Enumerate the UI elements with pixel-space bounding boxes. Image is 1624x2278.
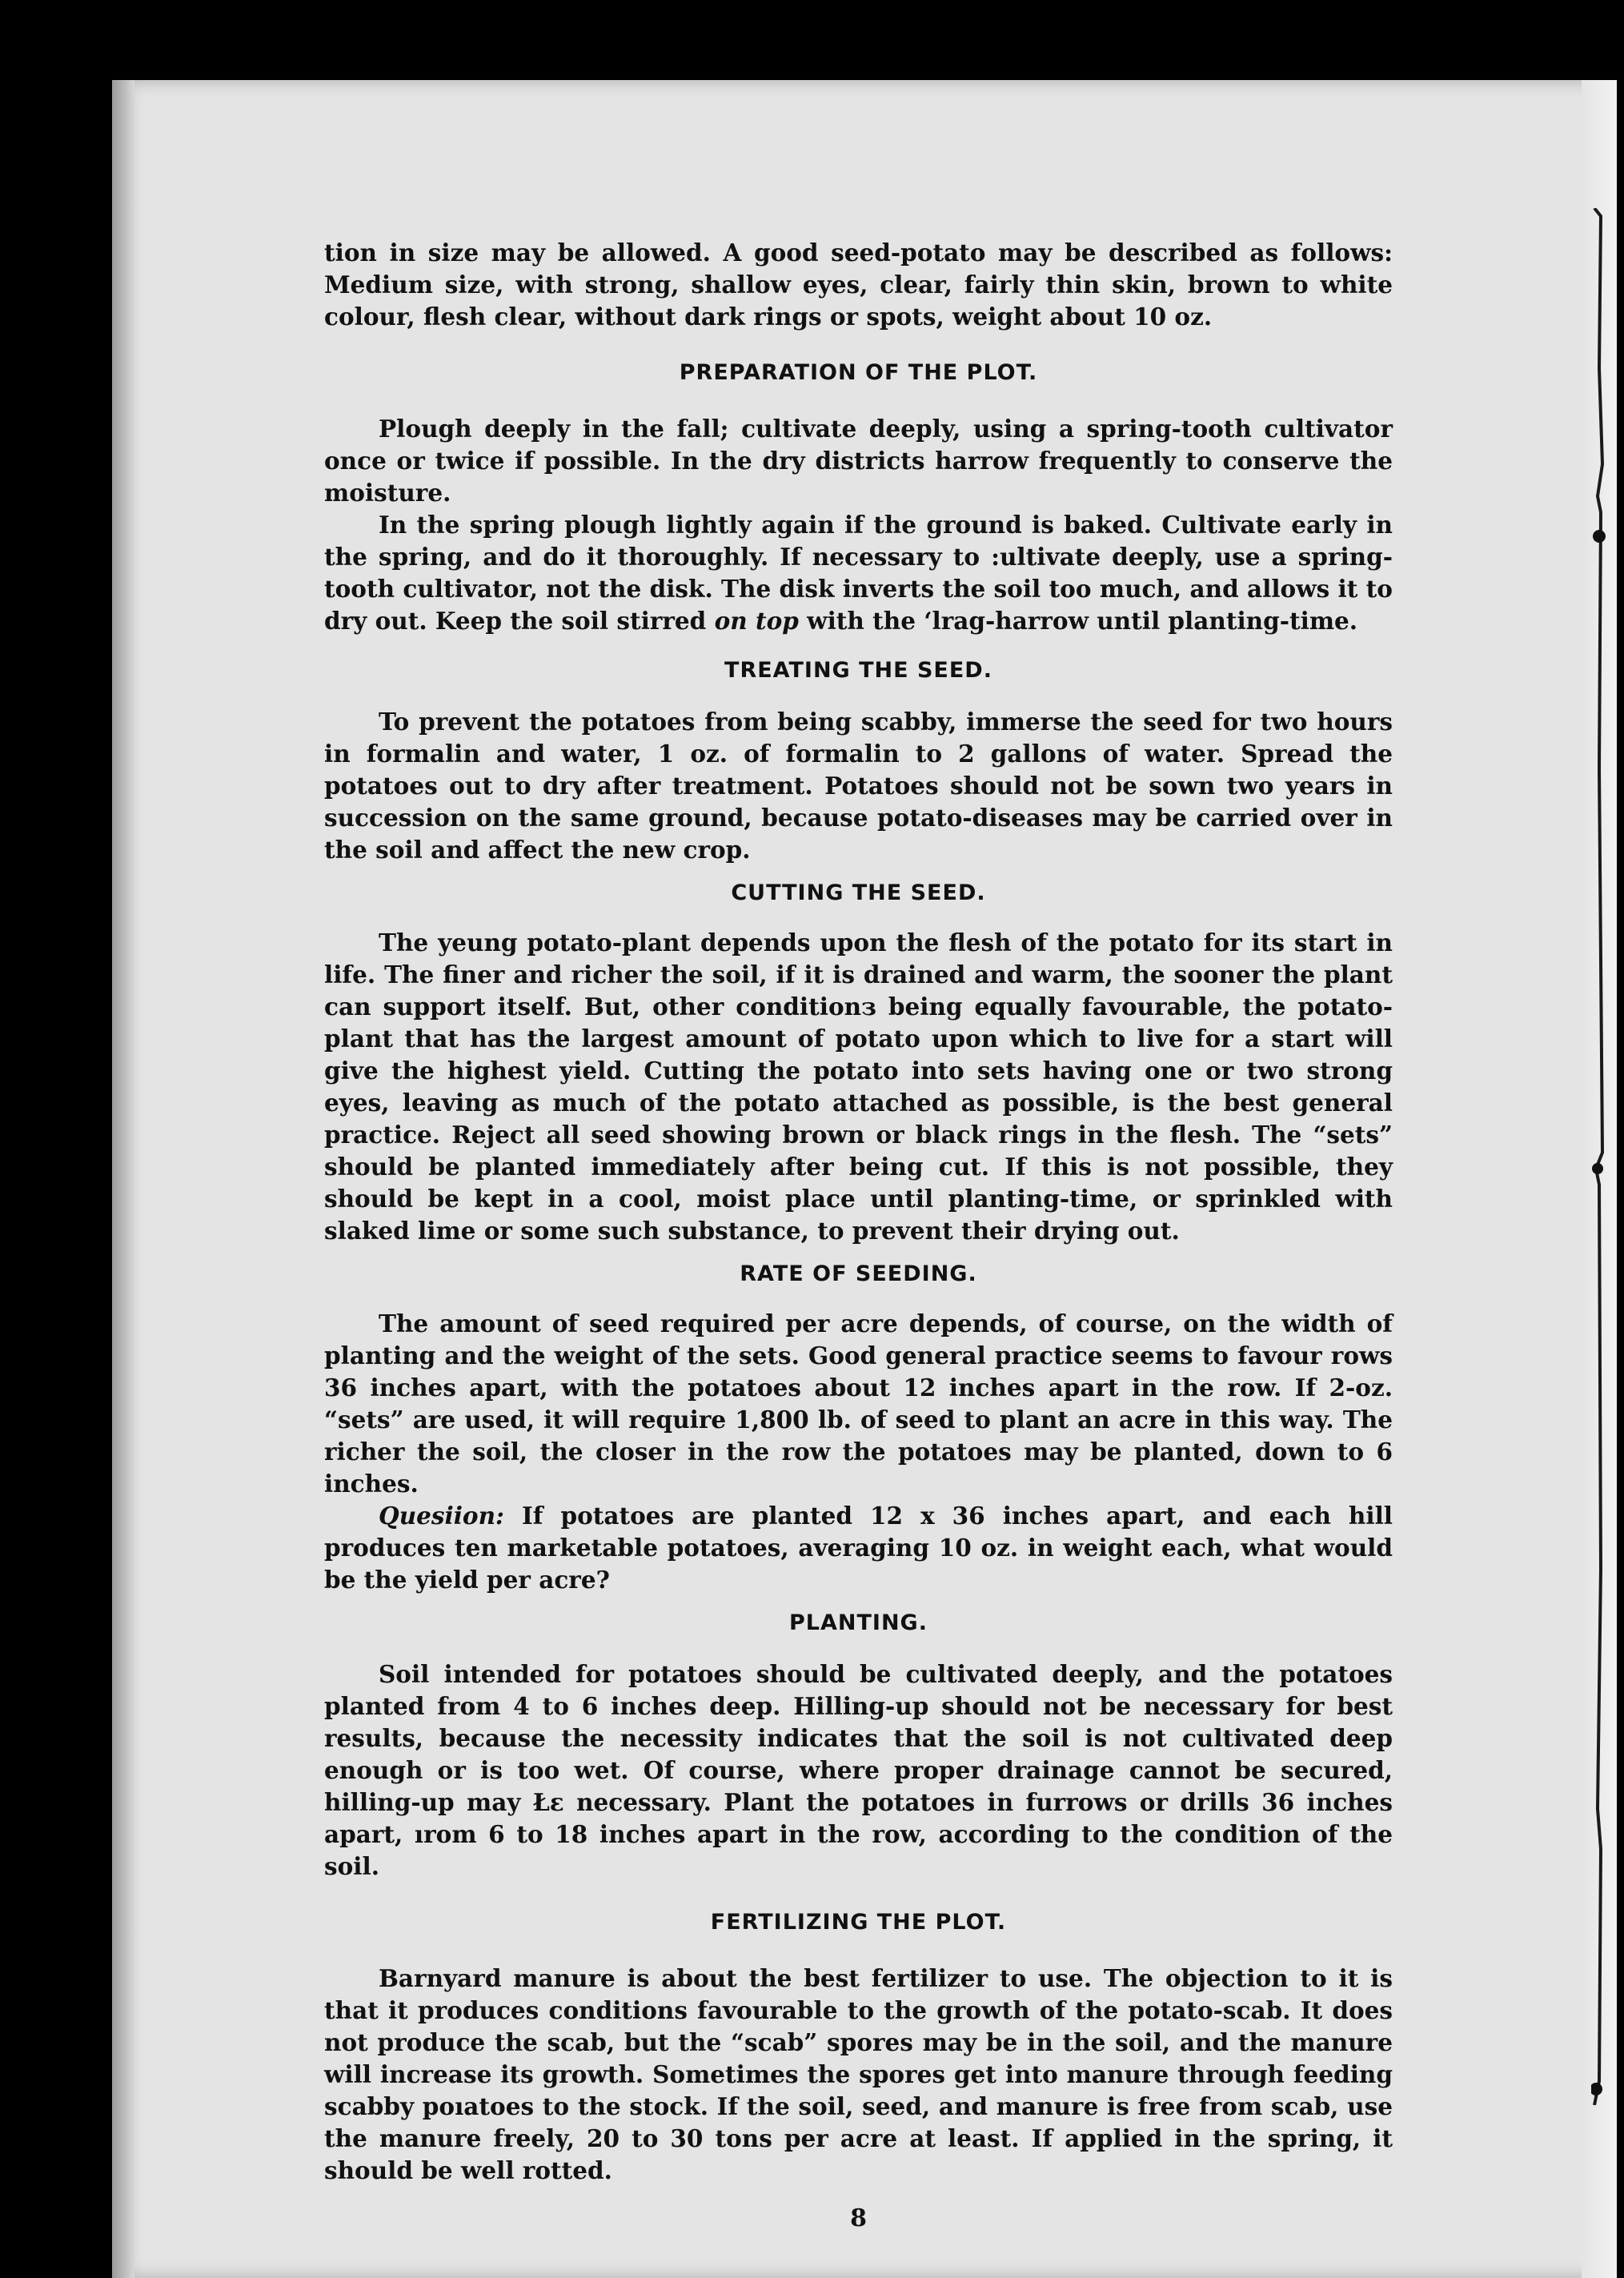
preparation-italic-phrase: on top — [714, 607, 799, 635]
preparation-paragraph-2-end: with the ‘lrag-harrow until planting-time. — [798, 607, 1358, 635]
page-text — [324, 237, 1393, 2235]
heading-rate: RATE OF SEEDING. — [740, 1261, 977, 1286]
page-left-edge-shadow — [112, 80, 134, 2278]
binding-string-svg — [1591, 208, 1607, 2105]
preparation-paragraph-1: Plough deeply in the fall; cultivate deeply, using a spring-tooth cultivator once or twice if possible. In the dry districts harrow frequently to conserve the moisture. — [324, 415, 1393, 507]
intro-paragraph: tion in size may be allowed. A good seed-potato may be described as follows: Medium size, with strong, shallow eyes, clear, fairly thin skin, brown to white colour, flesh clear, without dark rings or spots, weight about 10 oz. — [324, 239, 1393, 331]
planting-paragraph: Soil intended for potatoes should be cultivated deeply, and the potatoes planted from 4 to 6 inches deep. Hilling-up should not be necessary for best results, because the necessity indicates that the soil is not cultivated deep enough or is too wet. Of course, where proper drainage cannot be secured, hilling-up may Łɛ necessary. Plant the potatoes in furrows or drills 36 inches apart, ırom 6 to 18 inches apart in the row, according to the condition of the soil. — [324, 1660, 1393, 1880]
heading-cutting: CUTTING THE SEED. — [731, 880, 986, 905]
binding-string-decoration — [1591, 208, 1607, 2105]
question-text: If potatoes are planted 12 x 36 inches apart, and each hill produces ten marketable potatoes, averaging 10 oz. in weight each, what would be the yield per acre? — [324, 1502, 1393, 1594]
preparation-paragraph-2-start: In the spring plough lightly again if the ground is baked. Cultivate early in the spring, and do it thoroughly. If necessary to :ultivate deeply, use a spring-tooth cultivator, not the disk. The disk inverts the soil too much, and allows it to dry out. Keep the soil stirred — [324, 511, 1393, 635]
rate-paragraph: The amount of seed required per acre depends, of course, on the width of planting and the weight of the sets. Good general practice seems to favour rows 36 inches apart, with the potatoes about 12 inches apart in the row. If 2-oz. “sets” are used, it will require 1,800 lb. of seed to plant an acre in this way. The richer the soil, the closer in the row the potatoes may be planted, down to 6 inches. — [324, 1309, 1393, 1498]
heading-fertilizing: FERTILIZING THE PLOT. — [710, 1910, 1007, 1935]
fertilizing-paragraph: Barnyard manure is about the best fertilizer to use. The objection to it is that it produces conditions favourable to the growth of the potato-scab. It does not produce the scab, but the “scab” spores may be in the soil, and the manure will increase its growth. Sometimes the spores get into manure through feeding scabby poıatoes to the stock. If the soil, seed, and manure is free from scab, use the manure freely, 20 to 30 tons per acre at least. If applied in the spring, it should be well rotted. — [324, 1964, 1393, 2184]
cutting-paragraph: The yeung potato-plant depends upon the flesh of the potato for its start in life. The finer and richer the soil, if it is drained and warm, the sooner the plant can support itself. But, other conditionз being equally favourable, the potato-plant that has the largest amount of potato upon which to live for a start will give the highest yield. Cutting the potato into sets having one or two strong eyes, leaving as much of the potato attached as possible, is the best general practice. Reject all seed showing brown or black rings in the flesh. The “sets” should be planted immediately after being cut. If this is not possible, they should be kept in a cool, moist place until planting-time, or sprinkled with slaked lime or some such substance, to prevent their drying out. — [324, 928, 1393, 1245]
rate-question — [324, 1500, 1393, 1596]
page-number: 8 — [850, 2204, 867, 2232]
heading-treating: TREATING THE SEED. — [724, 658, 992, 683]
heading-preparation: PREPARATION OF THE PLOT. — [679, 360, 1038, 385]
preparation-paragraph-2 — [324, 509, 1393, 637]
question-label: Quesiion: — [379, 1502, 504, 1530]
heading-planting: PLANTING. — [789, 1610, 928, 1635]
treating-paragraph: To prevent the potatoes from being scabby, immerse the seed for two hours in formalin and water, 1 oz. of formalin to 2 gallons of water. Spread the potatoes out to dry after treatment. Potatoes should not be sown two years in succession on the same ground, because potato-diseases may be carried over in the soil and affect the new crop. — [324, 708, 1393, 864]
